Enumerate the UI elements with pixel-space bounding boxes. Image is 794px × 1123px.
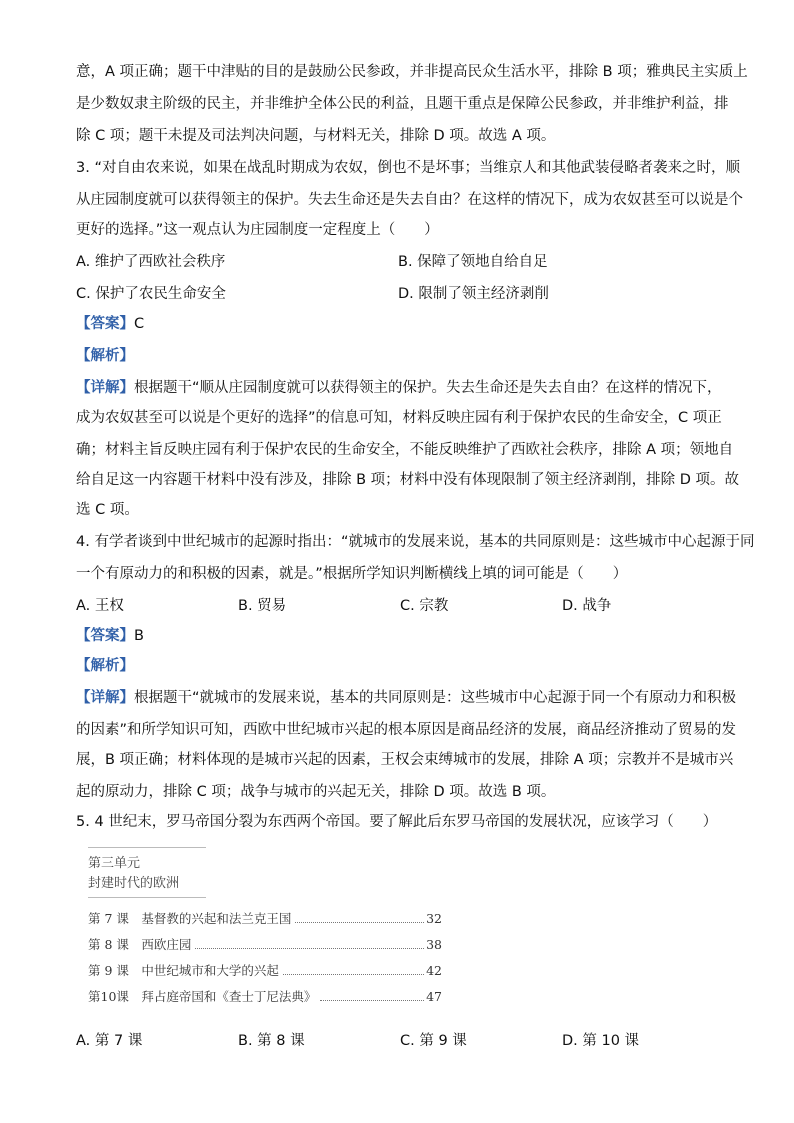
analysis-tag: 【解析】	[76, 658, 134, 674]
detail-line: 展，B 项正确；材料体现的是城市兴起的因素，王权会束缚城市的发展，排除 A 项；宗教并不是城市兴	[76, 752, 734, 768]
toc-leader	[320, 1000, 424, 1001]
question-3-stem: 3. “对自由农来说，如果在战乱时期成为农奴，倒也不是坏事；当维京人和其他武装侵略者袭来之时，顺	[76, 160, 740, 176]
toc-row	[88, 962, 442, 980]
answer-value: B	[134, 628, 144, 644]
toc-row-page: 32	[426, 911, 442, 926]
text-line: 是少数奴隶主阶级的民主，并非维护全体公民的利益，且题干重点是保障公民参政，并非维护利益，排	[76, 96, 729, 112]
detail-line: 选 C 项。	[76, 502, 139, 518]
detail-line	[76, 378, 722, 398]
question-3-stem: 更好的选择。”这一观点认为庄园制度一定程度上（ ）	[76, 222, 439, 238]
option-c: C. 宗教	[400, 598, 449, 614]
detail-line: 确；材料主旨反映庄园有利于保护农民的生命安全，不能反映维护了西欧社会秩序，排除 A 项；领地自	[76, 442, 734, 458]
toc-row-page: 38	[426, 937, 442, 952]
option-d: D. 第 10 课	[562, 1033, 640, 1049]
option-b: B. 第 8 课	[238, 1033, 305, 1049]
toc-row	[88, 910, 442, 928]
toc-leader	[195, 948, 424, 949]
toc-row	[88, 988, 442, 1006]
detail-line: 起的原动力，排除 C 项；战争与城市的兴起无关，排除 D 项。故选 B 项。	[76, 784, 556, 800]
toc-unit: 第三单元	[88, 856, 141, 871]
option-a: A. 第 7 课	[76, 1033, 143, 1049]
option-a: A. 维护了西欧社会秩序	[76, 254, 226, 270]
option-b: B. 贸易	[238, 598, 287, 614]
answer-line	[76, 314, 718, 334]
option-c: C. 第 9 课	[400, 1033, 467, 1049]
detail-tag: 【详解】	[76, 690, 134, 706]
option-a: A. 王权	[76, 598, 124, 614]
analysis-line	[76, 346, 718, 366]
question-3-stem: 从庄园制度就可以获得领主的保护。失去生命还是失去自由？在这样的情况下，成为农奴甚至可以说是个	[76, 192, 743, 208]
detail-line	[76, 688, 737, 708]
option-c: C. 保护了农民生命安全	[76, 286, 226, 302]
toc-row-title: 第 8 课 西欧庄园	[88, 937, 192, 952]
analysis-tag: 【解析】	[76, 348, 134, 364]
divider	[88, 847, 206, 848]
detail-text: 根据题干“就城市的发展来说，基本的共同原则是：这些城市中心起源于同一个有原动力和积极	[134, 690, 737, 706]
detail-text: 根据题干“顺从庄园制度就可以获得领主的保护。失去生命还是失去自由？在这样的情况下，	[134, 380, 722, 396]
text-line: 除 C 项；题干未提及司法判决问题，与材料无关，排除 D 项。故选 A 项。	[76, 128, 556, 144]
analysis-line	[76, 656, 718, 676]
answer-tag: 【答案】	[76, 628, 134, 644]
option-d: D. 战争	[562, 598, 612, 614]
detail-line: 的因素”和所学知识可知，西欧中世纪城市兴起的根本原因是商品经济的发展，商品经济推动了贸易的发	[76, 722, 737, 738]
toc-leader	[283, 974, 424, 975]
option-d: D. 限制了领主经济剥削	[398, 286, 549, 302]
toc-row	[88, 936, 442, 954]
detail-line: 成为农奴甚至可以说是个更好的选择”的信息可知，材料反映庄园有利于保护农民的生命安全，C 项正	[76, 410, 722, 426]
answer-value: C	[134, 316, 145, 332]
question-5-stem: 5. 4 世纪末，罗马帝国分裂为东西两个帝国。要了解此后东罗马帝国的发展状况，应该学习（ ）	[76, 814, 718, 830]
toc-unit-title: 封建时代的欧洲	[88, 876, 180, 891]
answer-tag: 【答案】	[76, 316, 134, 332]
toc-row-page: 47	[426, 989, 442, 1004]
toc-leader	[295, 922, 424, 923]
toc-row-title: 第10课 拜占庭帝国和《查士丁尼法典》	[88, 989, 317, 1004]
text-line: 意，A 项正确；题干中津贴的目的是鼓励公民参政，并非提高民众生活水平，排除 B 项；雅典民主实质上	[76, 64, 748, 80]
toc-row-title: 第 7 课 基督教的兴起和法兰克王国	[88, 911, 292, 926]
detail-tag: 【详解】	[76, 380, 134, 396]
answer-line	[76, 626, 718, 646]
question-4-stem: 一个有原动力的和积极的因素，就是。”根据所学知识判断横线上填的词可能是（ ）	[76, 566, 628, 582]
toc-row-page: 42	[426, 963, 442, 978]
detail-line: 给自足这一内容题干材料中没有涉及，排除 B 项；材料中没有体现限制了领主经济剥削，排除 D 项。故	[76, 472, 740, 488]
toc-row-title: 第 9 课 中世纪城市和大学的兴起	[88, 963, 279, 978]
divider	[88, 897, 206, 898]
option-b: B. 保障了领地自给自足	[398, 254, 548, 270]
question-4-stem: 4. 有学者谈到中世纪城市的起源时指出：“就城市的发展来说，基本的共同原则是：这些城市中心起源于同	[76, 534, 755, 550]
